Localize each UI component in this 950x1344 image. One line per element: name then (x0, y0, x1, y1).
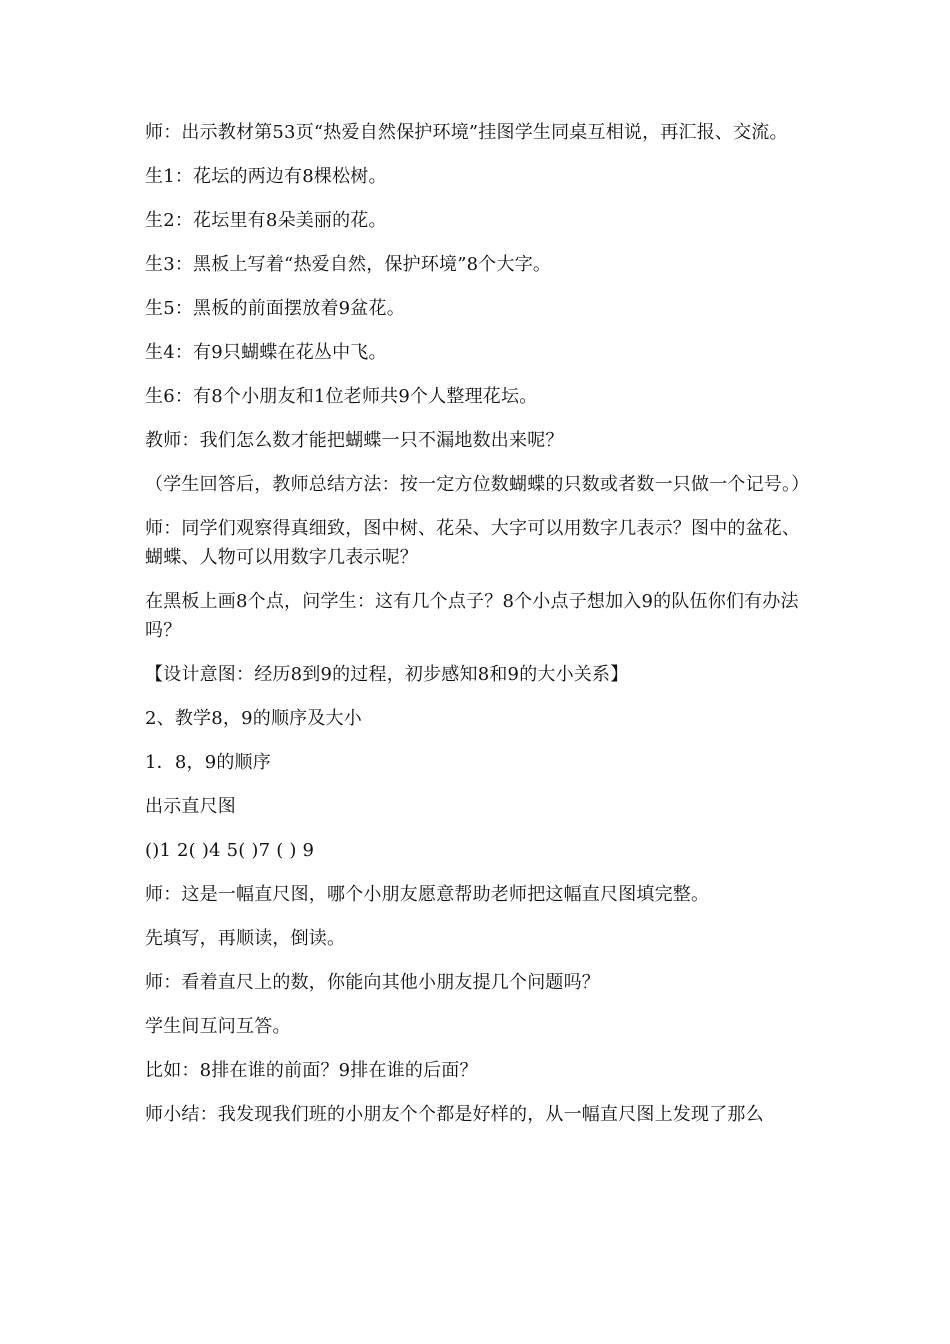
paragraph-teacher-ruler: 师：这是一幅直尺图，哪个小朋友愿意帮助老师把这幅直尺图填完整。 (145, 884, 710, 905)
subsection-heading-order: 1．8，9的顺序 (145, 752, 271, 773)
paragraph-student-2: 生2：花坛里有8朵美丽的花。 (145, 210, 387, 231)
paragraph-student-6: 生6：有8个小朋友和1位老师共9个人整理花坛。 (145, 386, 538, 407)
paragraph-dots: 在黑板上画8个点，问学生：这有几个点子？8个小点子想加入9的队伍你们有办法吗？ (145, 591, 799, 641)
paragraph-student-3: 生3：黑板上写着“热爱自然，保护环境”8个大字。 (145, 254, 552, 275)
paragraph-peer-qa: 学生间互问互答。 (145, 1016, 291, 1037)
section-heading-order-size: 2、教学8，9的顺序及大小 (145, 708, 362, 729)
paragraph-teacher-question: 教师：我们怎么数才能把蝴蝶一只不漏地数出来呢？ (145, 430, 564, 451)
paragraph-teacher-intro: 师：出示教材第53页“热爱自然保护环境”挂图学生同桌互相说，再汇报、交流。 (145, 122, 788, 143)
paragraph-show-ruler: 出示直尺图 (145, 796, 236, 817)
paragraph-teacher-conclusion: 师小结：我发现我们班的小朋友个个都是好样的，从一幅直尺图上发现了那么 (145, 1104, 764, 1125)
paragraph-fill-read: 先填写，再顺读，倒读。 (145, 928, 346, 949)
paragraph-ruler-sequence: ()1 2( )4 5( )7 ( ) 9 (145, 840, 315, 861)
paragraph-student-5: 生5：黑板的前面摆放着9盆花。 (145, 298, 405, 319)
paragraph-student-1: 生1：花坛的两边有8棵松树。 (145, 166, 387, 187)
paragraph-teacher-ask: 师：看着直尺上的数，你能向其他小朋友提几个问题吗？ (145, 972, 600, 993)
paragraph-student-4: 生4：有9只蝴蝶在花丛中飞。 (145, 342, 387, 363)
paragraph-example: 比如：8排在谁的前面？9排在谁的后面？ (145, 1060, 478, 1081)
document-body (145, 118, 810, 1144)
paragraph-teacher-observe: 师：同学们观察得真细致，图中树、花朵、大字可以用数字几表示？图中的盆花、蝴蝶、人物可以用数字几表示呢？ (145, 518, 801, 568)
paragraph-design-intent: 【设计意图：经历8到9的过程，初步感知8和9的大小关系】 (145, 664, 629, 685)
paragraph-summary-note: （学生回答后，教师总结方法：按一定方位数蝴蝶的只数或者数一只做一个记号。） (145, 474, 810, 495)
